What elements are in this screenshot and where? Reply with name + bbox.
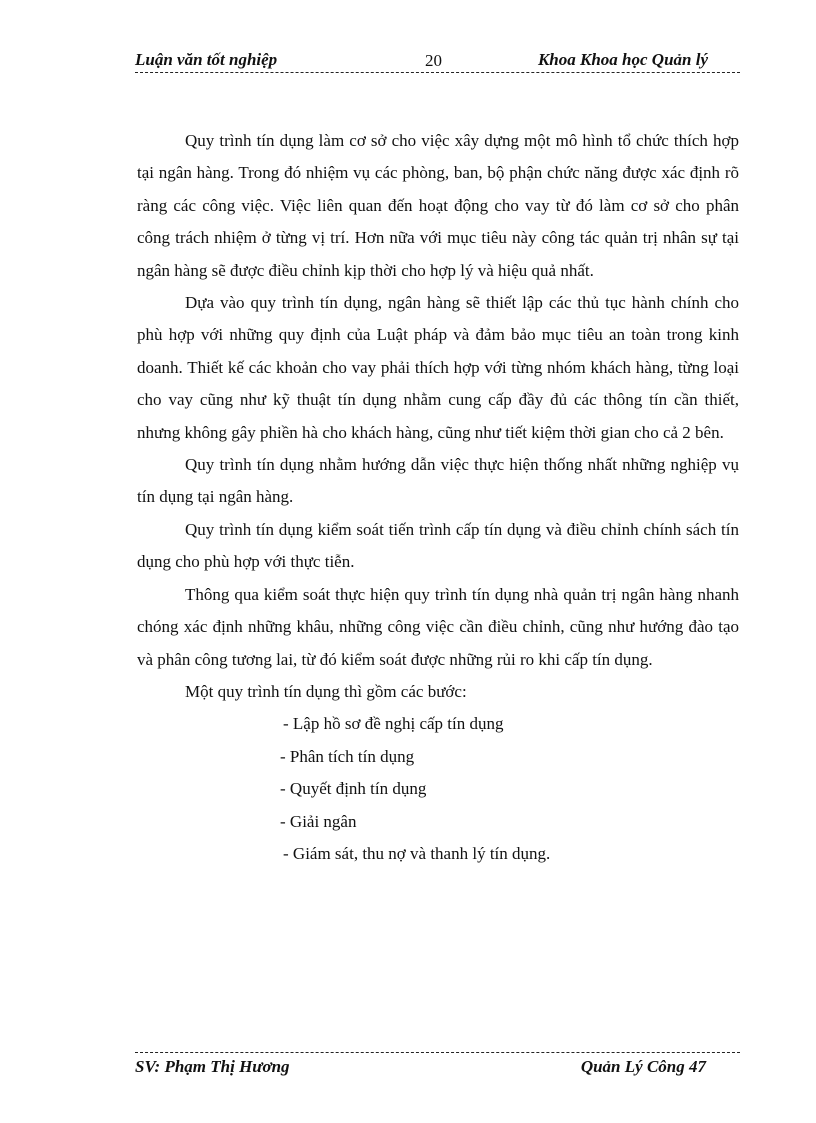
page-header [135, 50, 740, 73]
header-faculty-name: Khoa Khoa học Quản lý [537, 50, 708, 69]
footer-student-name: SV: Phạm Thị Hương [135, 1057, 290, 1076]
header-thesis-title: Luận văn tốt nghiệp [135, 50, 278, 69]
list-item: - Quyết định tín dụng [280, 779, 427, 799]
footer-class-name: Quản Lý Công 47 [580, 1057, 706, 1076]
list-item: - Phân tích tín dụng [280, 746, 415, 766]
paragraph-3: Quy trình tín dụng nhằm hướng dẫn việc thực hiện thống nhất những nghiệp vụ tín dụng tại ngân hàng. [137, 455, 739, 507]
paragraph-2: Dựa vào quy trình tín dụng, ngân hàng sẽ thiết lập các thủ tục hành chính cho phù hợp với những quy định của Luật pháp và đảm bảo mục tiêu an toàn trong kinh doanh. Thiết kế các khoản cho vay phải thích hợp với từng nhóm khách hàng, từng loại cho vay cũng như kỹ thuật tín dụng nhằm cung cấp đầy đủ các thông tín cần thiết, nhưng không gây phiền hà cho khách hàng, cũng như tiết kiệm thời gian cho cả 2 bên. [137, 293, 739, 442]
list-item: - Giám sát, thu nợ và thanh lý tín dụng. [283, 843, 551, 863]
paragraph-1: Quy trình tín dụng làm cơ sở cho việc xây dựng một mô hình tổ chức thích hợp tại ngân hàng. Trong đó nhiệm vụ các phòng, ban, bộ phận chức năng được xác định rõ ràng các công việc. Việc liên quan đến hoạt động cho vay từ đó làm cơ sở cho phân công trách nhiệm ở từng vị trí. Hơn nữa với mục tiêu này công tác quản trị nhân sự tại ngân hàng sẽ được điều chỉnh kịp thời cho hợp lý và hiệu quả nhất. [137, 131, 739, 280]
paragraph-6: Một quy trình tín dụng thì gồm các bước: [185, 681, 467, 701]
paragraph-5: Thông qua kiểm soát thực hiện quy trình tín dụng nhà quản trị ngân hàng nhanh chóng xác định những khâu, những công việc cần điều chỉnh, cũng như hướng đào tạo và phân công tương lai, từ đó kiểm soát được những rủi ro khi cấp tín dụng. [137, 584, 739, 669]
paragraph-4: Quy trình tín dụng kiểm soát tiến trình cấp tín dụng và điều chỉnh chính sách tín dụng cho phù hợp với thực tiễn. [137, 519, 739, 572]
list-item: - Giải ngân [280, 811, 357, 831]
credit-process-steps [137, 708, 739, 870]
body-content [137, 125, 739, 870]
header-page-number: 20 [425, 51, 442, 70]
list-item: - Lập hồ sơ đề nghị cấp tín dụng [283, 714, 504, 734]
page-footer [135, 1052, 740, 1083]
